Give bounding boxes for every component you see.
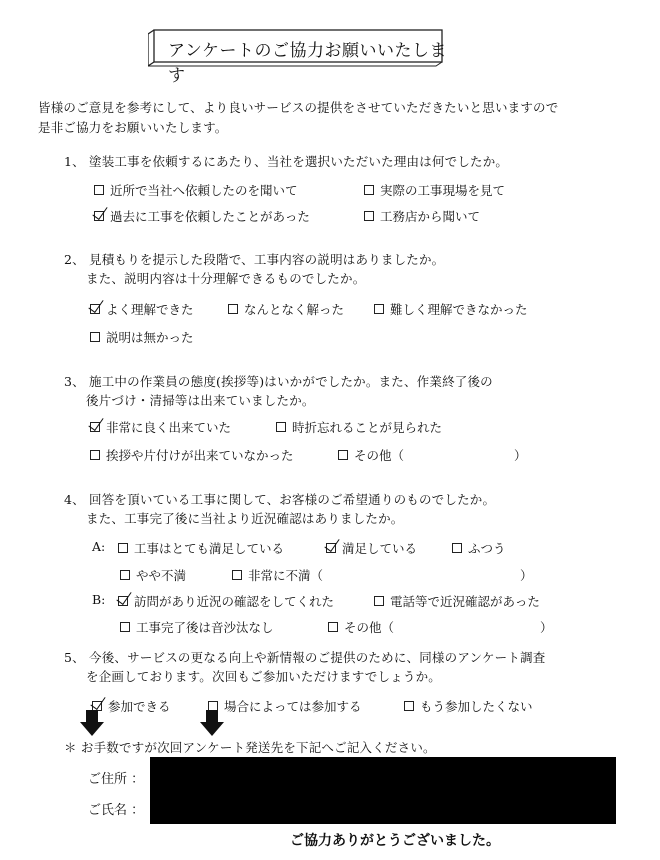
q5-option-3[interactable]: もう参加したくない <box>404 697 533 715</box>
checked-checkbox[interactable] <box>94 211 104 221</box>
checked-checkbox[interactable] <box>326 543 336 553</box>
q3-option-3[interactable]: 挨拶や片付けが出来ていなかった <box>90 446 294 464</box>
q2-option-3[interactable]: 難しく理解できなかった <box>374 300 528 318</box>
checkbox[interactable] <box>364 185 374 195</box>
q4-a-option-3[interactable]: ふつう <box>452 539 506 557</box>
checkbox[interactable] <box>276 422 286 432</box>
q2-option-1[interactable]: よく理解できた <box>90 300 194 318</box>
q5-option-1[interactable]: 参加できる <box>92 697 171 715</box>
q4-b-option-3[interactable]: 工事完了後は音沙汰なし <box>120 618 274 636</box>
checked-checkbox[interactable] <box>118 596 128 606</box>
question-3-text-1: 3、 施工中の作業員の態度(挨拶等)はいかがでしたか。また、作業終了後の <box>64 374 493 389</box>
checkbox[interactable] <box>94 185 104 195</box>
intro-line-2: 是非ご協力をお願いいたします。 <box>38 120 228 135</box>
q4-a-option-4[interactable]: やや不満 <box>120 566 186 584</box>
question-4-text-1: 4、 回答を頂いている工事に関して、お客様のご希望通りのものでしたか。 <box>64 492 496 507</box>
q4-b-label: B: <box>92 592 106 607</box>
checkbox[interactable] <box>338 450 348 460</box>
q3-option-4[interactable]: その他（ <box>338 446 404 464</box>
q4-b-option-2[interactable]: 電話等で近況確認があった <box>374 592 540 610</box>
checkbox[interactable] <box>404 701 414 711</box>
q4-b-option-1[interactable]: 訪問があり近況の確認をしてくれた <box>118 592 334 610</box>
thanks-text: ご協力ありがとうございました。 <box>290 833 500 849</box>
name-redaction <box>150 790 616 824</box>
checkbox[interactable] <box>328 622 338 632</box>
q4-a-option-2[interactable]: 満足している <box>326 539 417 557</box>
q4-a-option-1[interactable]: 工事はとても満足している <box>118 539 284 557</box>
checked-checkbox[interactable] <box>90 422 100 432</box>
address-redaction <box>150 757 616 791</box>
q1-option-3[interactable]: 過去に工事を依頼したことがあった <box>94 207 310 225</box>
q2-option-2[interactable]: なんとなく解った <box>228 300 344 318</box>
question-3-text-2: 後片づけ・清掃等は出来ていましたか。 <box>86 393 315 408</box>
down-arrow-icon <box>80 710 104 736</box>
intro-line-1: 皆様のご意見を参考にして、より良いサービスの提供をさせていただきたいと思いますので <box>38 100 559 115</box>
checkbox[interactable] <box>120 570 130 580</box>
q4-b-close-paren: ） <box>540 620 553 635</box>
q5-option-2[interactable]: 場合によっては参加する <box>208 697 362 715</box>
page-title: アンケートのご協力お願いいたします <box>168 41 447 86</box>
checkbox[interactable] <box>90 450 100 460</box>
title-banner <box>148 28 448 86</box>
q1-option-1[interactable]: 近所で当社へ依頼したのを聞いて <box>94 181 298 199</box>
q4-a-label: A: <box>92 539 106 554</box>
checkbox[interactable] <box>120 622 130 632</box>
question-5-text-2: を企画しております。次回もご参加いただけますでしょうか。 <box>86 669 441 684</box>
name-label: ご氏名 ： <box>88 803 145 818</box>
checkbox[interactable] <box>232 570 242 580</box>
q3-close-paren: ） <box>514 448 527 463</box>
q3-option-1[interactable]: 非常に良く出来ていた <box>90 418 231 436</box>
checkbox[interactable] <box>374 304 384 314</box>
q1-option-4[interactable]: 工務店から聞いて <box>364 207 480 225</box>
q2-option-4[interactable]: 説明は無かった <box>90 328 194 346</box>
question-5-text-1: 5、 今後、サービスの更なる向上や新情報のご提供のために、同様のアンケート調査 <box>64 650 546 665</box>
q3-option-2[interactable]: 時折忘れることが見られた <box>276 418 442 436</box>
question-4-text-2: また、工事完了後に当社より近況確認はありましたか。 <box>86 511 404 526</box>
question-2-text-2: また、説明内容は十分理解できるものでしたか。 <box>86 271 366 286</box>
checked-checkbox[interactable] <box>90 304 100 314</box>
address-note: ＊ お手数ですが次回アンケート発送先を下記へご記入ください。 <box>64 740 436 755</box>
q4-a-close-paren: ） <box>520 568 533 583</box>
checkbox[interactable] <box>228 304 238 314</box>
down-arrow-icon <box>200 710 224 736</box>
checkbox[interactable] <box>118 543 128 553</box>
checkbox[interactable] <box>364 211 374 221</box>
question-1-text: 1、 塗装工事を依頼するにあたり、当社を選択いただいた理由は何でしたか。 <box>64 154 509 169</box>
question-2-text-1: 2、 見積もりを提示した段階で、工事内容の説明はありましたか。 <box>64 252 445 267</box>
checkbox[interactable] <box>374 596 384 606</box>
checkbox[interactable] <box>452 543 462 553</box>
q4-b-option-4[interactable]: その他（ <box>328 618 394 636</box>
checkbox[interactable] <box>90 332 100 342</box>
address-label: ご住所 ： <box>88 772 145 787</box>
q4-a-option-5[interactable]: 非常に不満（ <box>232 566 323 584</box>
q1-option-2[interactable]: 実際の工事現場を見て <box>364 181 505 199</box>
